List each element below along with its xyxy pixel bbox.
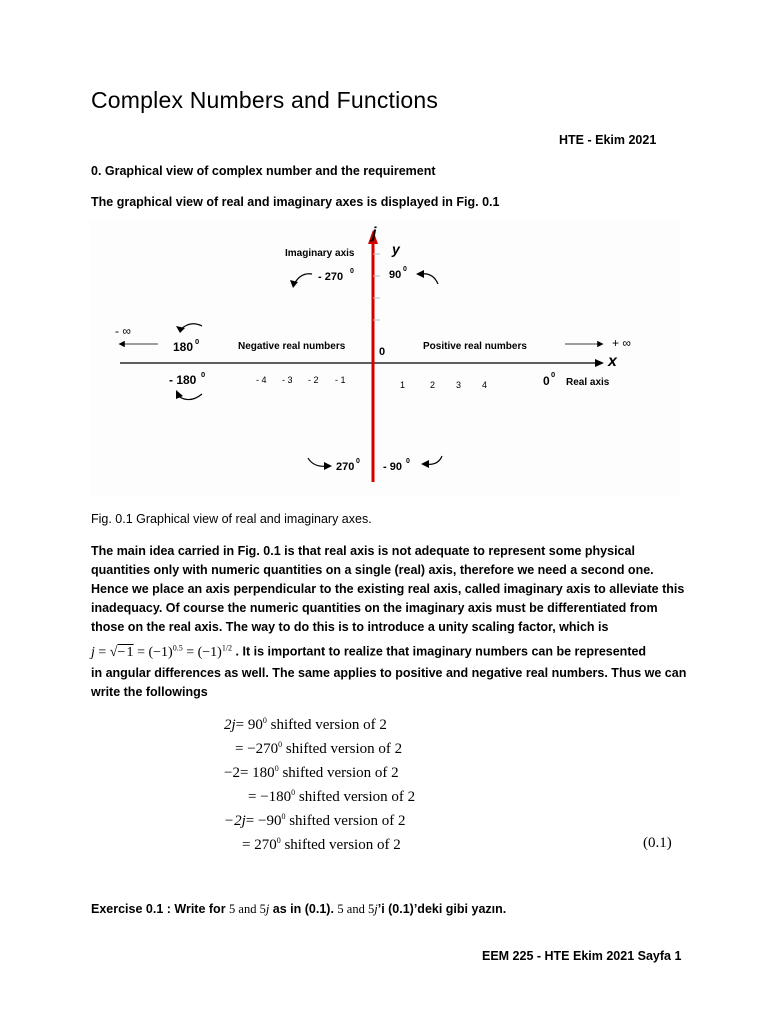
x-label: x (608, 353, 617, 370)
svg-text:0: 0 (195, 337, 200, 346)
svg-text:2: 2 (430, 380, 436, 390)
svg-text:0: 0 (350, 268, 354, 275)
complex-plane-figure (90, 220, 680, 495)
exercise-line: Exercise 0.1 : Write for 5 and 5j as in (0.1). 5 and 5j’i (0.1)’deki gibi yazın. (91, 902, 507, 916)
svg-text:- 4: - 4 (256, 375, 267, 385)
equation-block (224, 716, 415, 860)
exercise-label: Exercise 0.1 : (91, 902, 171, 916)
origin-label: 0 (379, 346, 386, 358)
svg-text:0: 0 (406, 458, 410, 465)
svg-text:- 3: - 3 (282, 375, 293, 385)
equation-line: = $-270^0$ shifted version of 2 (235, 740, 403, 757)
equation-number: (0.1) (643, 835, 672, 851)
svg-text:- 2: - 2 (308, 375, 319, 385)
positive-real-label: Positive real numbers (423, 341, 527, 352)
angle-270: 270 (336, 461, 355, 473)
y-label: y (392, 241, 400, 257)
angle-180: 180 (173, 340, 194, 354)
svg-text:0: 0 (551, 370, 556, 379)
unity-formula: j = √− $1 = (-1)^{0.5} = (-1)^{1/2}$ (91, 643, 233, 660)
svg-text:- 1: - 1 (335, 375, 346, 385)
angle-minus-180: - 180 (169, 373, 197, 387)
main-paragraph: The main idea carried in Fig. 0.1 is that real axis is not adequate to represent some physical quantities only with numeric quantities on a single (real) axis, therefore we need a second one. Hence we place an axis perpendicular to the existing real axis, called imaginary axis to alleviate this inadequacy. Of course the numeric quantities on the imaginary axis must be differentiated from those on the real axis. The way to do this is to introduce a unity scaling factor, which is j = √− $1 = (-1)^{0.5} = (-1)^{1/2}$ . It is important to realize that imaginary numbers can be represented in angular differences as well. The same applies to positive and negative real numbers. Thus we can write the followings (91, 544, 687, 699)
real-axis-label: Real axis (566, 377, 610, 388)
svg-text:0: 0 (403, 266, 407, 273)
equation-line: $2j= 90^0$ shifted version of 2 (224, 716, 387, 733)
section-heading: 0. Graphical view of complex number and the requirement (91, 164, 436, 178)
svg-text:0: 0 (201, 370, 206, 379)
angle-0: 0 (543, 374, 550, 388)
angle-minus-270: - 270 (318, 271, 344, 283)
intro-text: The graphical view of real and imaginary axes is displayed in Fig. 0.1 (91, 195, 500, 209)
equation-line: $-2= 180^0$ shifted version of 2 (224, 764, 399, 781)
equation-line: $-2j= -90^0$ shifted version of 2 (224, 812, 406, 829)
date-line: HTE - Ekim 2021 (559, 133, 657, 147)
equation-line: = $-180^0$ shifted version of 2 (248, 788, 416, 805)
page-title: Complex Numbers and Functions (91, 87, 439, 113)
j-label: j (372, 225, 377, 242)
svg-text:4: 4 (482, 380, 488, 390)
angle-90: 90 (389, 269, 402, 281)
negative-real-label: Negative real numbers (238, 341, 346, 352)
svg-text:0: 0 (356, 458, 360, 465)
imaginary-axis-label: Imaginary axis (285, 248, 355, 259)
svg-text:1: 1 (400, 380, 406, 390)
neg-infinity: - ∞ (115, 324, 131, 338)
svg-text:3: 3 (456, 380, 462, 390)
page-footer: EEM 225 - HTE Ekim 2021 Sayfa 1 (482, 949, 682, 963)
figure-caption: Fig. 0.1 Graphical view of real and imaginary axes. (91, 512, 372, 526)
pos-infinity: + ∞ (612, 336, 631, 350)
angle-minus-90: - 90 (383, 461, 402, 473)
equation-line: = $270^0$ shifted version of 2 (242, 836, 401, 853)
